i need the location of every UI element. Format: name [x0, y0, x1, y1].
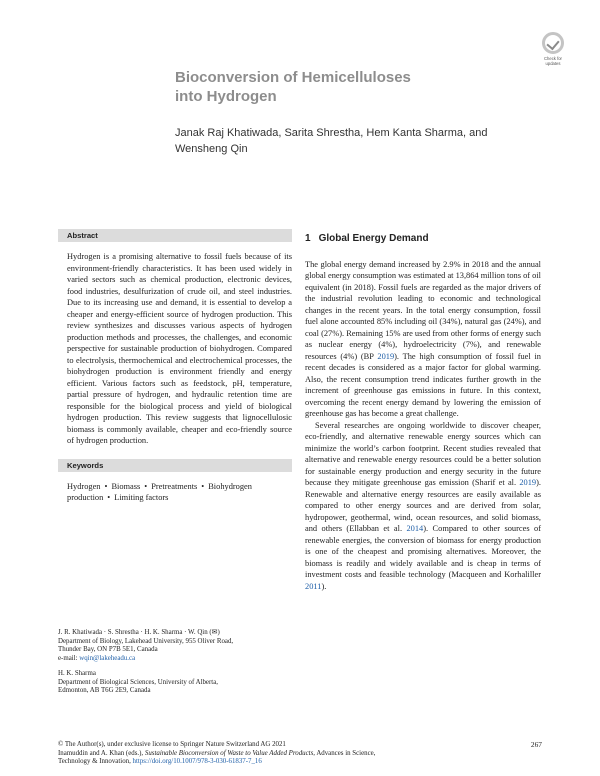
abstract-heading: Abstract	[58, 229, 292, 242]
citation-line	[58, 758, 542, 767]
affiliation-names: J. R. Khatiwada · S. Shrestha · H. K. Sharma · W. Qin (✉)	[58, 629, 220, 636]
keyword-separator: •	[104, 481, 108, 491]
paragraph-text: ). Compared to other sources of renewable energies, the conversion of biomass for energy production is one of the cheapest and promising alternatives. Moreover, the biomass is readily and widely available and is cheap in terms of investment costs and feasible technology (Macqueen and Korhaliller	[305, 524, 541, 579]
citation-link[interactable]: 2019	[519, 478, 537, 487]
keyword-separator: •	[201, 481, 205, 491]
check-for-updates-badge[interactable]	[536, 32, 570, 72]
keywords-list	[67, 481, 292, 504]
keyword-separator: •	[144, 481, 148, 491]
chapter-authors: Janak Raj Khatiwada, Sarita Shrestha, Hem Kanta Sharma, and Wensheng Qin	[175, 127, 488, 155]
book-title: Sustainable Bioconversion of Waste to Value Added Products	[144, 749, 314, 757]
paragraph-text: ). Renewable and alternative energy resources are easily available as compared to other energy sources and are derived from solar, hydropower, geothermal, wind, ocean resources, and solid biomass, and others (Ellabban et al.	[305, 478, 541, 533]
copyright-line: © The Author(s), under exclusive license to Springer Nature Switzerland AG 2021	[58, 741, 286, 748]
page-footer	[58, 741, 542, 767]
paragraph-text: The global energy demand increased by 2.9% in 2018 and the annual global energy consumption was estimated at 13,864 million tons of oil equivalent (in 2018). Fossil fuels are regarded as the major drivers of the industrial revolution leading to economic and technological changes in the recent years. In the total energy consumption, fossil fuel alone accounted 85% including oil (34%), natural gas (24%), and coal (27%). Remaining 15% are used from other forms of energy such as nuclear energy (4%), hydroelectricity (7%), and renewable resources (4%) (BP	[305, 259, 541, 361]
section-title: Global Energy Demand	[318, 233, 429, 244]
email-label: e-mail:	[58, 655, 80, 663]
affiliation-email-line	[58, 655, 298, 664]
keyword: Limiting factors	[114, 493, 169, 502]
right-column	[305, 229, 541, 592]
section-number: 1	[305, 233, 311, 244]
keyword: Pretreatments	[151, 481, 198, 491]
body-paragraph	[305, 420, 541, 593]
citation-link[interactable]: 2019	[377, 351, 395, 361]
paragraph-text: ).	[321, 581, 327, 591]
affiliation-address: Department of Biology, Lakehead University, 955 Oliver Road,	[58, 637, 234, 645]
citation-link[interactable]: 2014	[406, 524, 424, 533]
doi-link[interactable]: https://doi.org/10.1007/978-3-030-61837-7_16	[132, 758, 262, 766]
check-for-updates-label: Check for updates	[544, 56, 562, 66]
keywords-heading: Keywords	[58, 459, 292, 472]
abstract-text: Hydrogen is a promising alternative to fossil fuels because of its environment-friendly characteristics. It has been used widely in varied sectors such as chemical production, electronic devices, food industries, desulfurization of crude oil, and steel industries. Due to its increasing use and demand, it is essential to develop a cheaper and energy-efficient source of hydrogen production. This review synthesizes and discusses various aspects of hydrogen production methods and processes, the challenges, and economic perspective for sustainable production of biohydrogen. Compared to electrolysis, thermochemical and electrochemical processes, the biohydrogen production is environment friendly and energy efficient. Various factors such as feedstock, pH, temperature, partial pressure of hydrogen, and hydraulic retention time are responsible for the biological process and yield of biological hydrogen production. This review suggests that lignocellulosic biomass is commonly available, cheaper and eco-friendly source of hydrogen production.	[67, 252, 292, 445]
email-link[interactable]: wqin@lakeheadu.ca	[79, 655, 136, 663]
paragraph-text: ). The high consumption of fossil fuel in recent decades is considered as a major factor for global warming. Also, the recent consumption trend indicates further growth in the increment of greenhouse gas emissions in future. In this context, overcoming the recent energy demand by lowering the emission of greenhouse gas has become a great challenge.	[305, 351, 541, 418]
chapter-title: Bioconversion of Hemicelluloses into Hydrogen	[175, 69, 411, 105]
keyword: Hydrogen	[67, 481, 101, 491]
keyword: Biomass	[111, 481, 141, 491]
citation-line	[58, 750, 542, 759]
check-for-updates-icon	[542, 32, 564, 54]
left-column	[58, 229, 292, 504]
paragraph-text: Several researches are ongoing worldwide to discover cheaper, eco-friendly, and alternative renewable energy sources which can minimize the world’s carbon footprint. Recent studies revealed that alternative and renewable energy resources could be a better solution for sustainable energy production and energy security in the future because they mitigate greenhouse gas emission (Sharif et al.	[305, 420, 541, 487]
section-heading	[305, 233, 541, 245]
affiliation-address: Edmonton, AB T6G 2E9, Canada	[58, 687, 151, 695]
affiliation-address: Thunder Bay, ON P7B 5E1, Canada	[58, 646, 158, 654]
keyword-separator: •	[107, 493, 111, 502]
page-number: 267	[530, 740, 542, 749]
body-paragraph	[305, 259, 541, 420]
keyword: Biohydrogen production	[67, 481, 252, 502]
citation-link[interactable]: 2011	[305, 581, 322, 591]
affiliation-address: Department of Biological Sciences, University of Alberta,	[58, 678, 218, 686]
citation-text: Inamuddin and A. Khan (eds.),	[58, 749, 145, 757]
citation-text: , Advances in Science,	[313, 749, 376, 757]
author-affiliations	[58, 629, 298, 696]
affiliation-names: H. K. Sharma	[58, 669, 96, 677]
citation-text: Technology & Innovation,	[58, 758, 133, 766]
